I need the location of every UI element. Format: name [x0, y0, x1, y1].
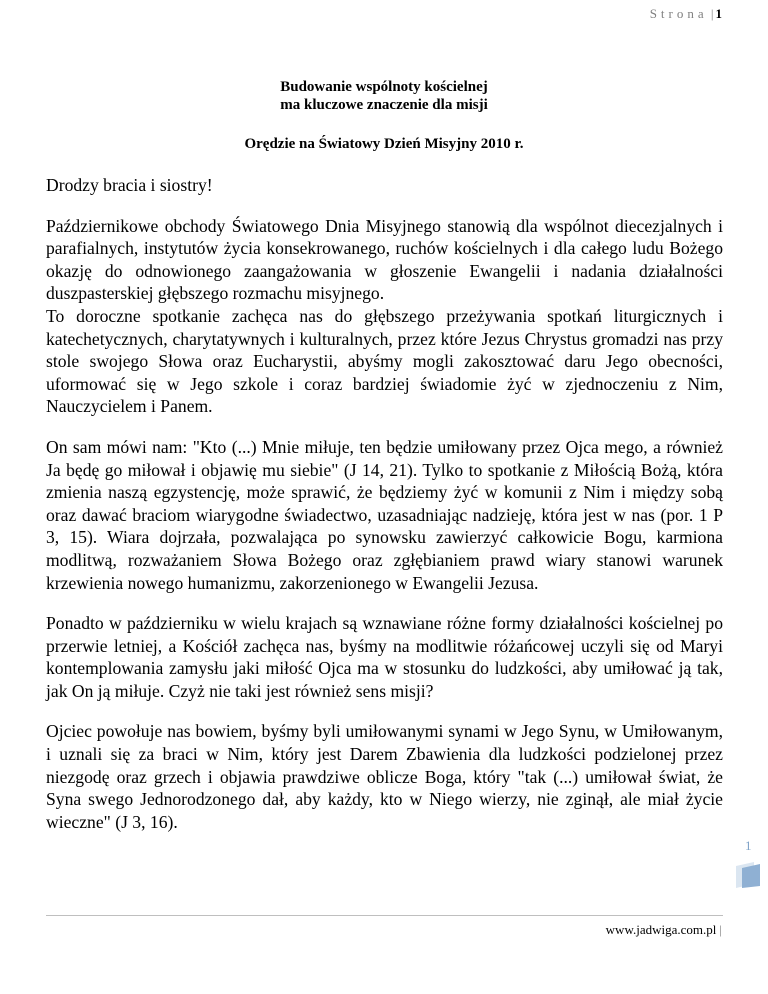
page-number: 1	[715, 6, 722, 21]
body-text	[46, 174, 723, 833]
page-separator: |	[710, 6, 714, 21]
footer-rule	[46, 915, 723, 916]
paragraph-4: Ponadto w październiku w wielu krajach są wznawiane różne formy działalności kościelnej po przerwie letniej, a Kościół zachęca nas, byśmy na modlitwie różańcowej uczyli się od Maryi kontemplowania zamysłu jaki miłość Ojca ma w stosunku do ludzkości, aby umiłować ją tak, jak On ją miłuje. Czyż nie taki jest również sens misji?	[46, 613, 723, 701]
paragraph-5: Ojciec powołuje nas bowiem, byśmy byli umiłowanymi synami w Jego Synu, w Umiłowanym, i uznali się za braci w Nim, który jest Darem Zbawienia dla ludzkości podzielonej przez niezgodę oraz grzech i objawia prawdziwe oblicze Boga, który "tak (...) umiłował świat, że Syna swego Jednorodzonego dał, aby każdy, kto w Niego wierzy, nie zginął, ale miał życie wieczne" (J 3, 16).	[46, 721, 723, 832]
greeting: Drodzy bracia i siostry!	[46, 175, 213, 195]
page-corner-icon	[736, 862, 760, 888]
title-line-1: Budowanie wspólnoty kościelnej	[280, 79, 488, 95]
footer-separator: |	[719, 922, 722, 937]
document-subtitle: Orędzie na Światowy Dzień Misyjny 2010 r.	[244, 136, 524, 152]
footer	[606, 922, 722, 938]
title-line-2: ma kluczowe znaczenie dla misji	[280, 97, 488, 113]
page-header	[650, 6, 722, 22]
page-label: Strona	[649, 6, 708, 21]
paragraph-3: On sam mówi nam: "Kto (...) Mnie miłuje, ten będzie umiłowany przez Ojca mego, a również Ja będę go miłował i objawię mu siebie" (J 14, 21). Tylko to spotkanie z Miłością Bożą, która zmienia naszą egzystencję, może sprawić, że będziemy żyć w komunii z Nim i między sobą oraz dawać braciom wiarygodne świadectwo, uzasadniając nadzieję, która jest w nas (por. 1 P 3, 15). Wiara dojrzała, pozwalająca po synowsku zawierzyć całkowicie Bogu, karmiona modlitwą, rozważaniem Słowa Bożego oraz zgłębianiem prawd wiary stanowi warunek krzewienia nowego humanizmu, zakorzenionego w Ewangelii Jezusa.	[46, 436, 723, 593]
footer-website: www.jadwiga.com.pl	[605, 922, 717, 937]
paragraph-1: Październikowe obchody Światowego Dnia Misyjnego stanowią dla wspólnot diecezjalnych i parafialnych, instytutów życia konsekrowanego, ruchów kościelnych i dla całego ludu Bożego okazję do odnowionego zaangażowania w głoszenie Ewangelii i nadania działalności duszpasterskiej głębszego rozmachu misyjnego.	[46, 215, 723, 304]
document-title	[0, 78, 768, 114]
side-page-marker: 1	[745, 838, 752, 853]
paragraph-2: To doroczne spotkanie zachęca nas do głębszego przeżywania spotkań liturgicznych i katechetycznych, charytatywnych i kulturalnych, przez które Jezus Chrystus gromadzi nas przy stole swojego Słowa oraz Eucharystii, abyśmy mogli zakosztować daru Jego obecności, uformować się w Jego szkole i coraz bardziej świadomie żyć w zjednoczeniu z Nim, Nauczycielem i Panem.	[46, 305, 723, 417]
